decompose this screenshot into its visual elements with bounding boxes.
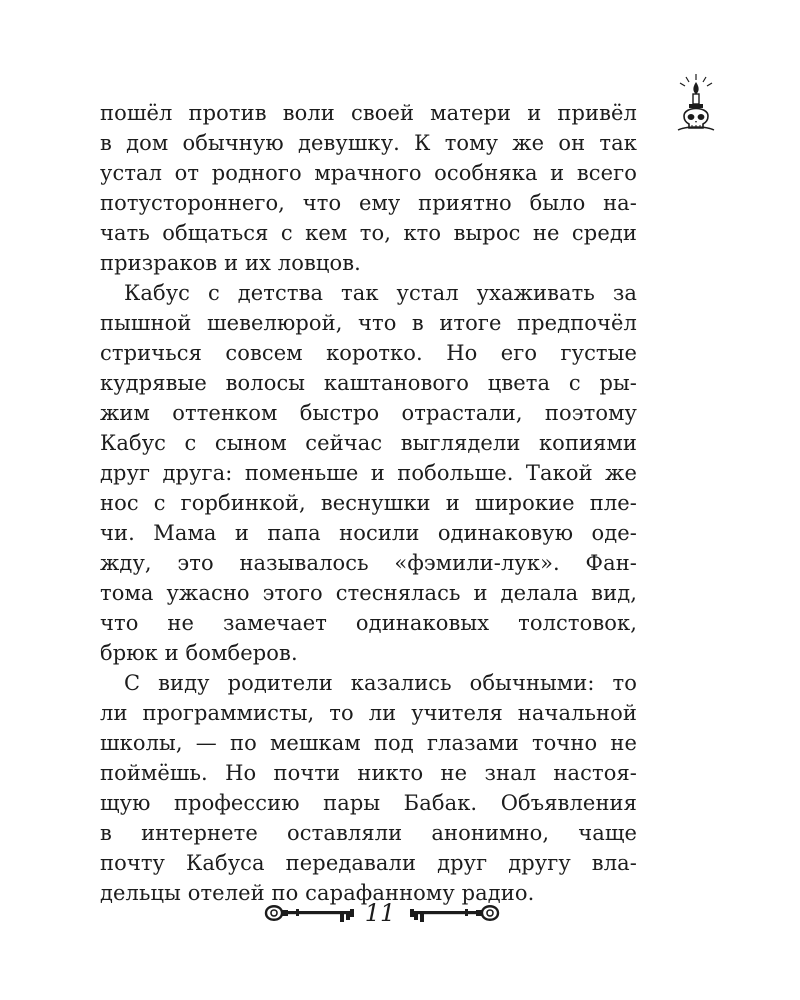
key-left-icon [262,898,360,928]
text-line: призраков и их ловцов. [100,251,361,275]
text-line: дельцы отелей по сарафанному радио. [100,881,535,905]
text-line: школы, — по мешкам под глазами точно не [100,731,637,755]
page-number: 11 [364,899,396,927]
text-line: ли программисты, то ли учителя начальной [100,701,637,725]
text-line: что не замечает одинаковых толстовок, [100,611,637,635]
text-line: Кабус с сыном сейчас выглядели копиями [100,431,637,455]
text-line: С виду родители казались обычными: то [124,671,637,695]
text-line: стричься совсем коротко. Но его густые [100,341,637,365]
text-line: чи. Мама и папа носили одинаковую оде- [100,521,637,545]
page-footer [0,896,800,936]
text-line: Кабус с детства так устал ухаживать за [124,281,637,305]
text-line: в интернете оставляли анонимно, чаще [100,821,637,845]
key-right-icon [404,898,502,928]
text-line: потустороннего, что ему приятно было на- [100,191,637,215]
text-line: тома ужасно этого стеснялась и делала вид, [100,581,637,605]
text-line: поймёшь. Но почти никто не знал настоя- [100,761,637,785]
text-line: в дом обычную девушку. К тому же он так [100,131,637,155]
text-line: жду, это называлось «фэмили-лук». Фан- [100,551,637,575]
text-line: нос с горбинкой, веснушки и широкие пле- [100,491,637,515]
candle-skull-icon [672,72,720,134]
text-line: устал от родного мрачного особняка и всего [100,161,637,185]
main-text [100,98,637,908]
text-line: чать общаться с кем то, кто вырос не среди [100,221,637,245]
text-line: щую профессию пары Бабак. Объявления [100,791,637,815]
text-line: почту Кабуса передавали друг другу вла- [100,851,637,875]
text-line: друг друга: поменьше и побольше. Такой же [100,461,637,485]
text-line: жим оттенком быстро отрастали, поэтому [100,401,637,425]
text-line: брюк и бомберов. [100,641,298,665]
text-line: пышной шевелюрой, что в итоге предпочёл [100,311,637,335]
text-line: пошёл против воли своей матери и привёл [100,101,637,125]
text-line: кудрявые волосы каштанового цвета с ры- [100,371,637,395]
